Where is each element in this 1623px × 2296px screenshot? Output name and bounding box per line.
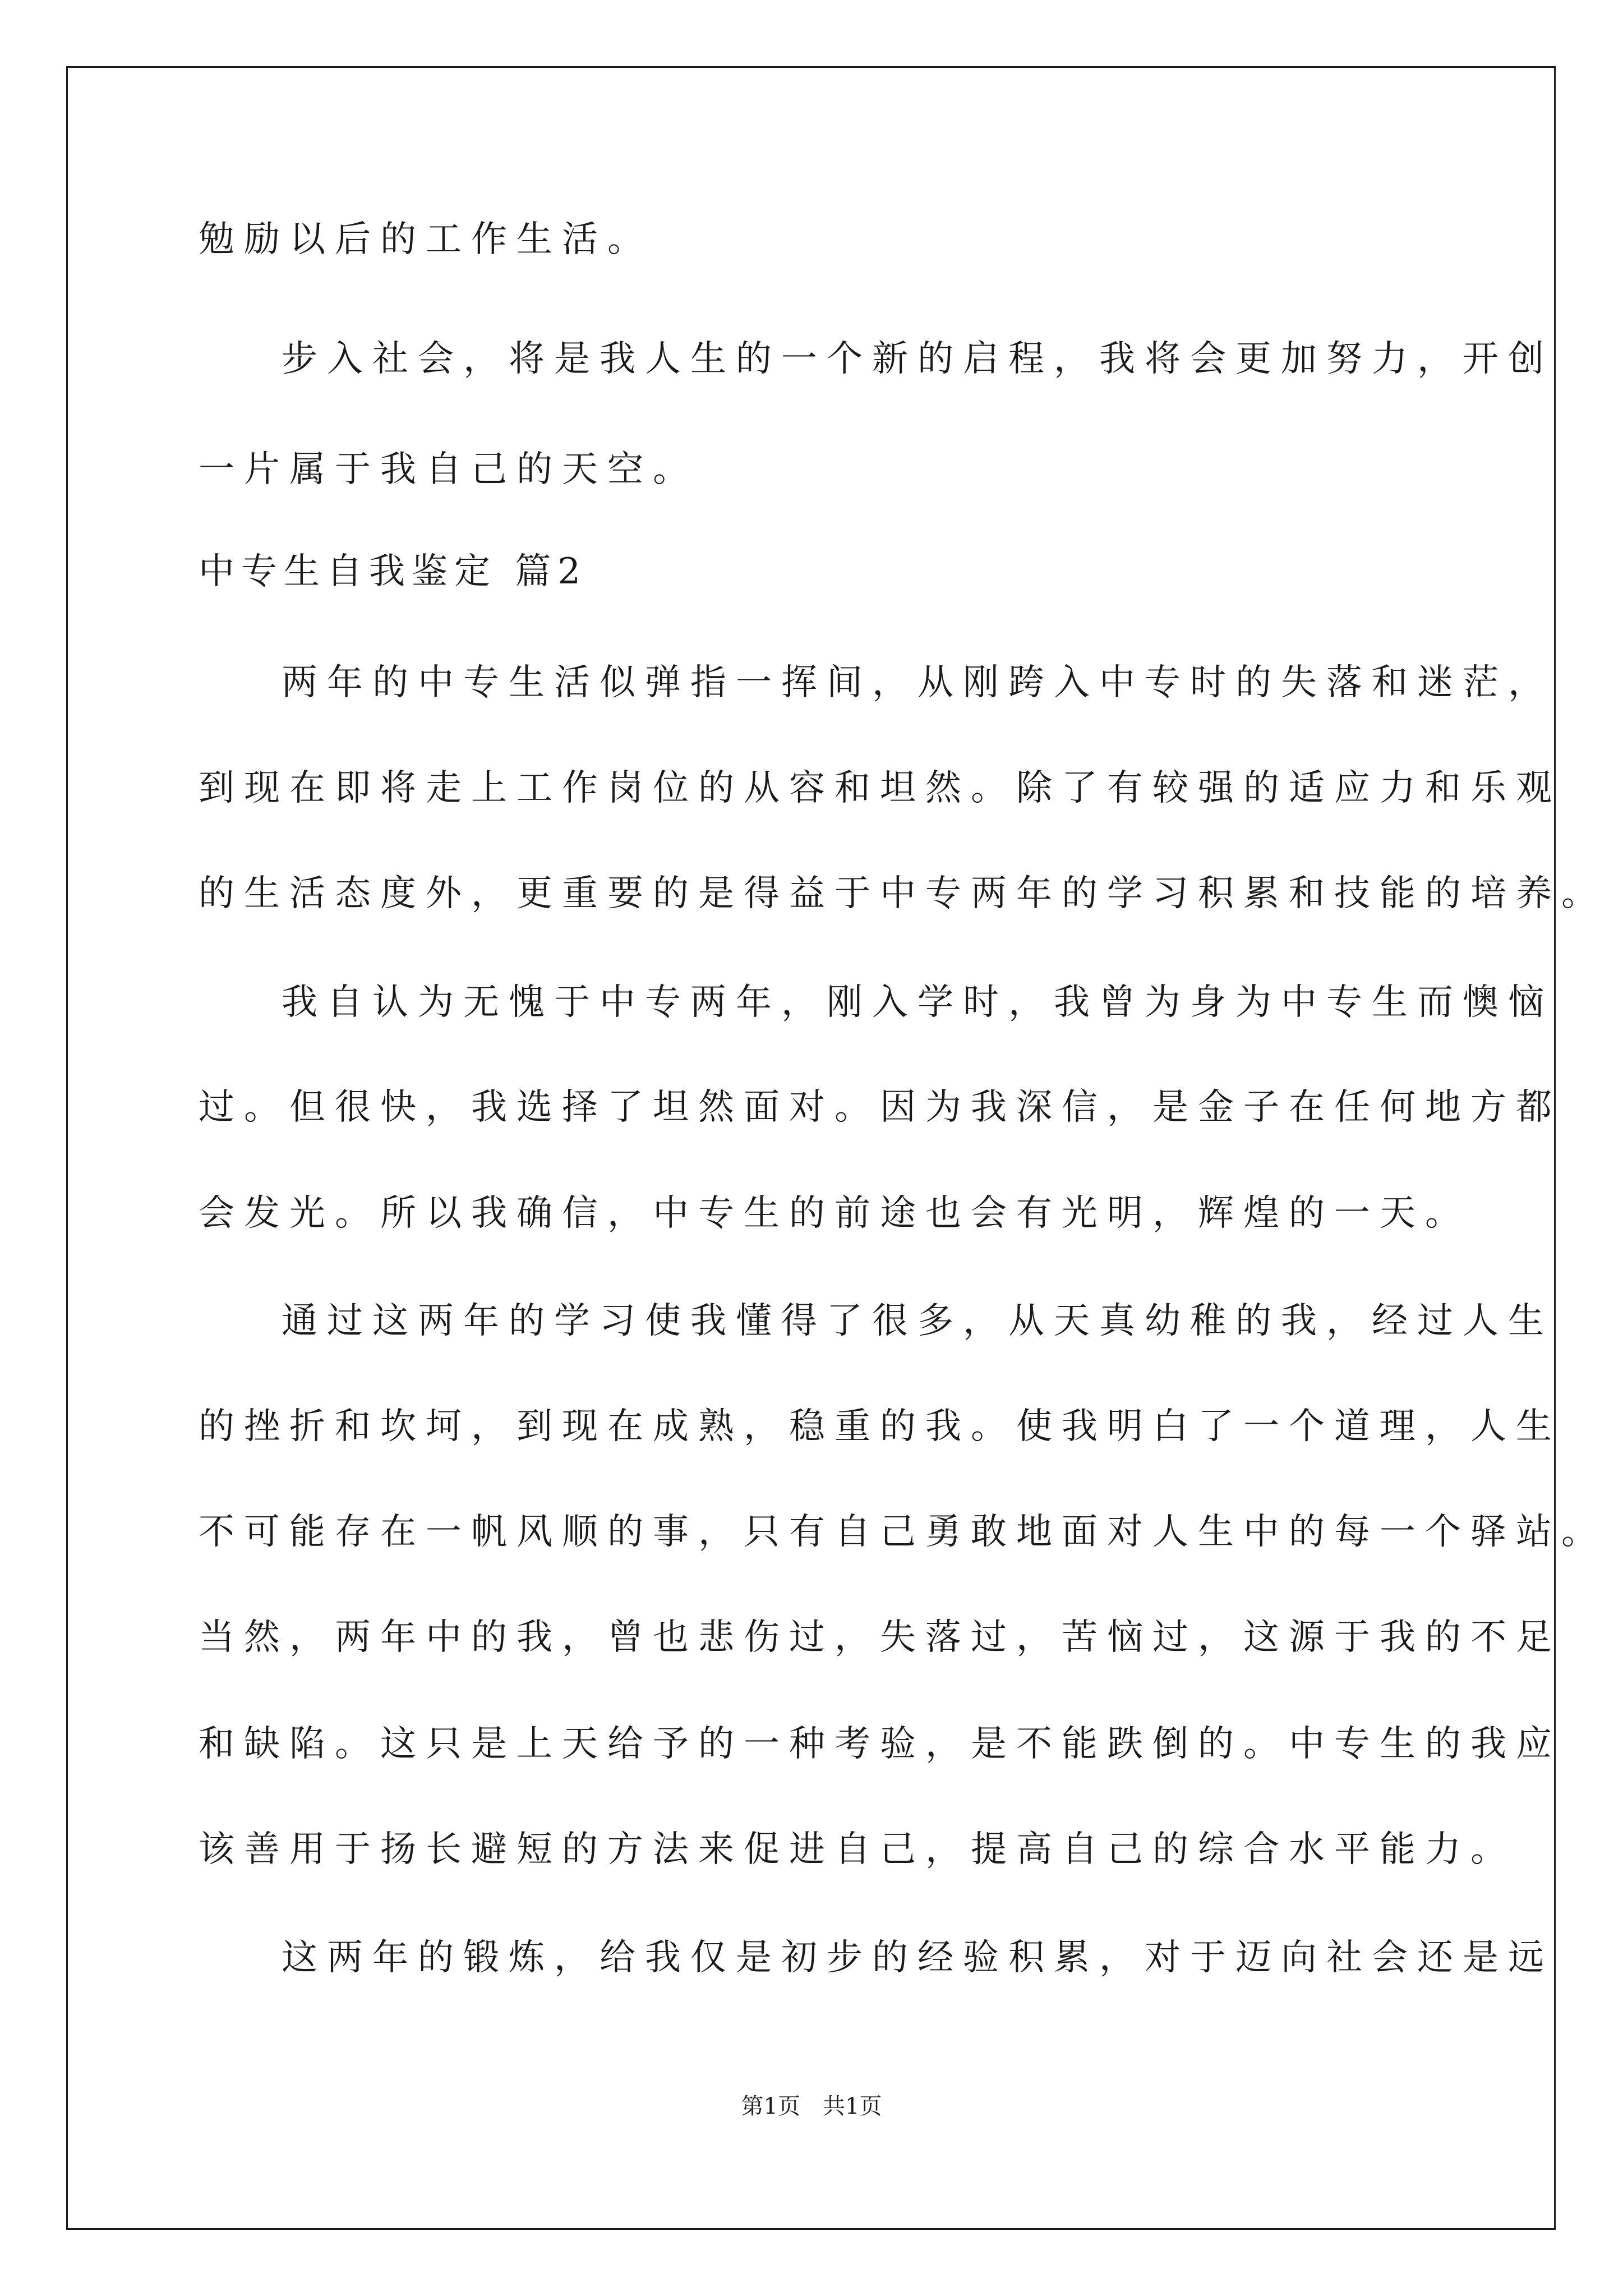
page-number-footer: 第1页 共1页 [741, 2093, 882, 2119]
paragraph-line: 步入社会，将是我人生的一个新的启程，我将会更加努力，开创 [282, 338, 1553, 380]
page-border [66, 66, 1556, 2230]
paragraph-line: 过。但很快，我选择了坦然面对。因为我深信，是金子在任何地方都 [199, 1087, 1561, 1128]
paragraph-line: 会发光。所以我确信，中专生的前途也会有光明，辉煌的一天。 [199, 1193, 1470, 1234]
paragraph-line: 一片属于我自己的天空。 [199, 449, 698, 490]
paragraph-line: 通过这两年的学习使我懂得了很多，从天真幼稚的我，经过人生 [282, 1300, 1553, 1342]
paragraph-line: 我自认为无愧于中专两年，刚入学时，我曾为身为中专生而懊恼 [282, 982, 1553, 1023]
paragraph-line: 勉励以后的工作生活。 [199, 219, 653, 260]
paragraph-line: 当然，两年中的我，曾也悲伤过，失落过，苦恼过，这源于我的不足 [199, 1617, 1561, 1658]
paragraph-line: 的生活态度外，更重要的是得益于中专两年的学习积累和技能的培养。 [199, 873, 1607, 914]
paragraph-line: 到现在即将走上工作岗位的从容和坦然。除了有较强的适应力和乐观 [199, 767, 1561, 809]
paragraph-line: 不可能存在一帆风顺的事，只有自己勇敢地面对人生中的每一个驿站。 [199, 1511, 1607, 1553]
paragraph-line: 这两年的锻炼，给我仅是初步的经验积累，对于迈向社会还是远 [282, 1937, 1553, 1978]
paragraph-line: 的挫折和坎坷，到现在成熟，稳重的我。使我明白了一个道理，人生 [199, 1406, 1561, 1447]
paragraph-line: 该善用于扬长避短的方法来促进自己，提高自己的综合水平能力。 [199, 1829, 1516, 1870]
paragraph-line: 和缺陷。这只是上天给予的一种考验，是不能跌倒的。中专生的我应 [199, 1723, 1561, 1765]
section-heading: 中专生自我鉴定 篇2 [199, 551, 588, 592]
paragraph-line: 两年的中专生活似弹指一挥间，从刚跨入中专时的失落和迷茫， [282, 662, 1553, 703]
